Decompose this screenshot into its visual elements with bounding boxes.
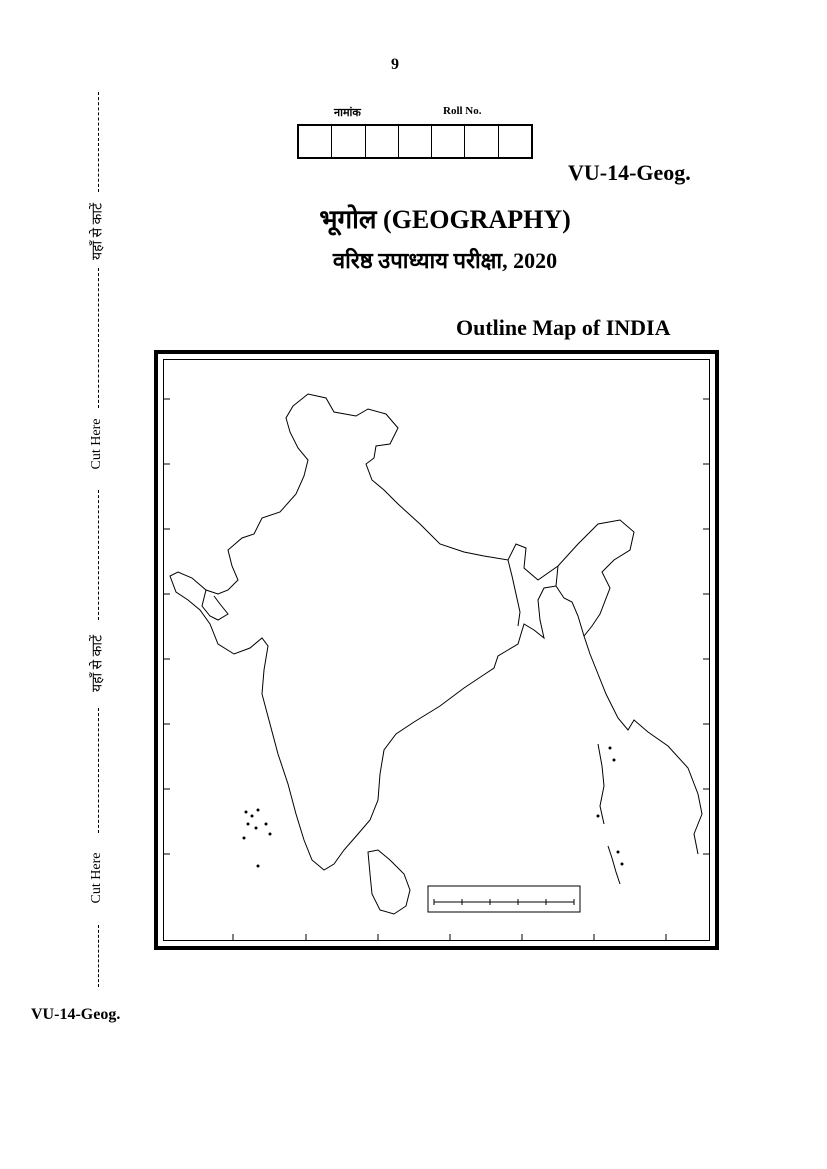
india-outline-map bbox=[158, 354, 715, 946]
roll-label-hindi: नामांक bbox=[334, 107, 361, 119]
india-mainland-outline bbox=[170, 394, 634, 870]
roll-digit-cell[interactable] bbox=[465, 126, 498, 157]
cut-line bbox=[98, 490, 99, 620]
roll-digit-cell[interactable] bbox=[299, 126, 332, 157]
roll-digit-cell[interactable] bbox=[432, 126, 465, 157]
map-frame bbox=[154, 350, 719, 950]
cut-here-label: Cut Here bbox=[89, 852, 104, 904]
page-title: भूगोल (GEOGRAPHY) bbox=[319, 205, 571, 234]
cut-line bbox=[98, 268, 99, 408]
roll-digit-cell[interactable] bbox=[332, 126, 365, 157]
roll-digit-cell[interactable] bbox=[366, 126, 399, 157]
cut-here-hindi-label: यहाँ से काटें bbox=[90, 634, 106, 693]
cut-line bbox=[98, 92, 99, 192]
andaman-islands bbox=[598, 744, 604, 824]
lakshadweep-islands bbox=[243, 809, 272, 868]
cut-line bbox=[98, 708, 99, 833]
northeast-border bbox=[508, 560, 520, 626]
page-number: 9 bbox=[391, 56, 399, 73]
map-ticks bbox=[164, 399, 709, 940]
roll-digit-cell[interactable] bbox=[399, 126, 432, 157]
myanmar-coast bbox=[584, 636, 702, 854]
andaman-dots bbox=[597, 747, 624, 866]
roll-digit-cell[interactable] bbox=[499, 126, 531, 157]
cut-line bbox=[98, 925, 99, 987]
northeast-border bbox=[556, 566, 558, 586]
map-scale-bar bbox=[428, 886, 580, 912]
map-title: Outline Map of INDIA bbox=[456, 315, 671, 340]
roll-number-labels bbox=[298, 105, 534, 121]
roll-label-english: Roll No. bbox=[443, 105, 482, 117]
footer-paper-code: VU-14-Geog. bbox=[31, 1006, 121, 1023]
paper-code: VU-14-Geog. bbox=[568, 160, 691, 185]
cut-here-label: Cut Here bbox=[89, 418, 104, 470]
cut-here-hindi-label: यहाँ से काटें bbox=[90, 202, 106, 261]
exam-subtitle: वरिष्ठ उपाध्याय परीक्षा, 2020 bbox=[332, 248, 558, 273]
sri-lanka-outline bbox=[368, 850, 410, 914]
gujarat-coast bbox=[202, 590, 228, 620]
roll-number-boxes[interactable] bbox=[297, 124, 533, 159]
